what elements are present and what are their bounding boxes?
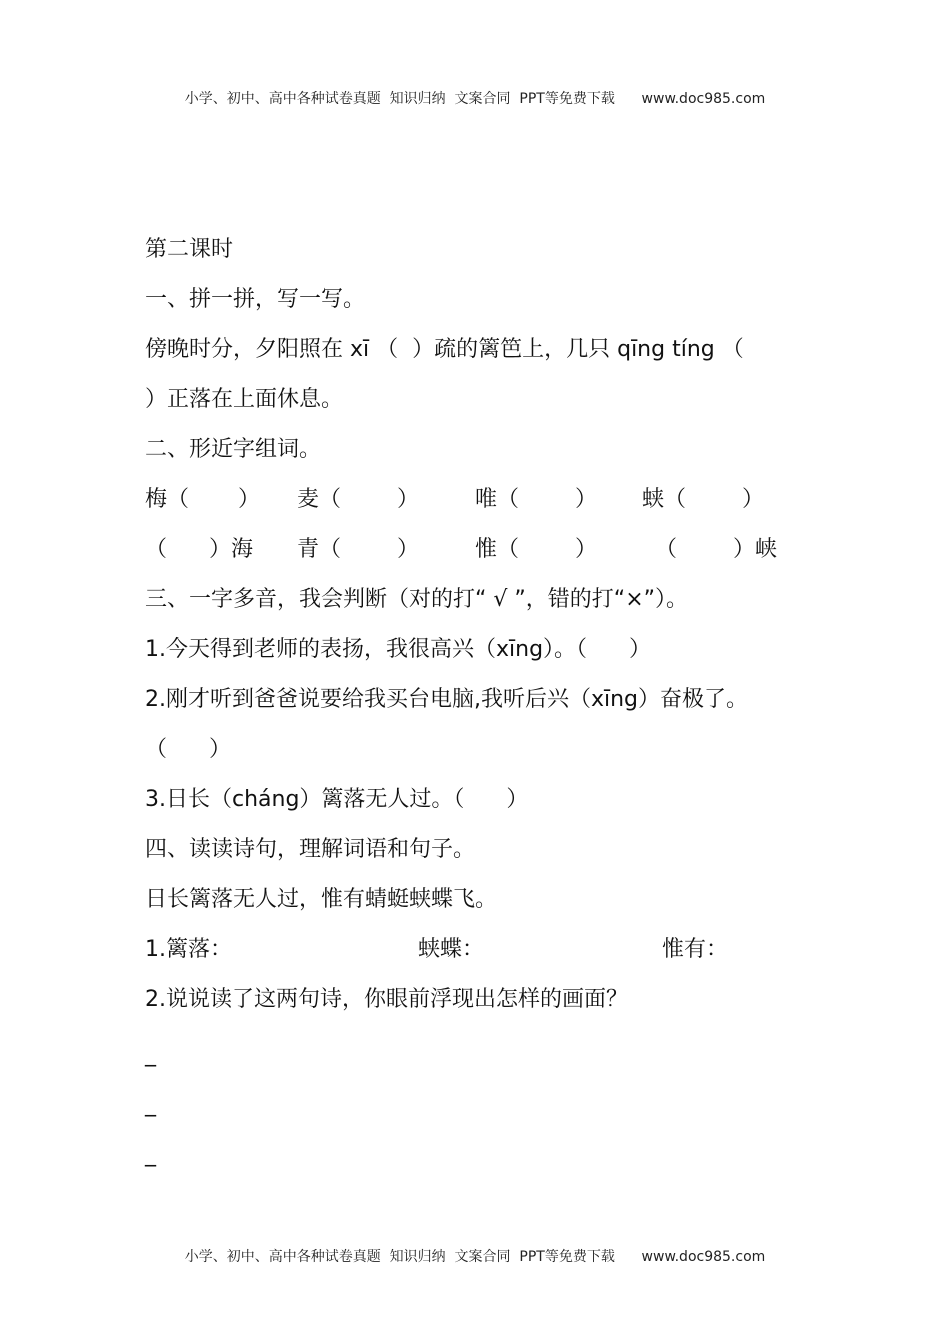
q2-word-xia: （ ）峡 (655, 537, 777, 562)
q4-poem: 日长篱落无人过，惟有蜻蜓蛱蝶飞。 (145, 887, 498, 912)
q1-heading: 一、拼一拼，写一写。 (145, 287, 366, 312)
q2-word-jia: 蛱（ ） (642, 487, 764, 512)
q2-row-1 (145, 485, 845, 515)
q2-word-hai: （ ）海 (145, 537, 253, 562)
q2-word-wei: 唯（ ） (475, 487, 597, 512)
q4-term-liluo: 1.篱落： (145, 937, 232, 962)
lesson-title: 第二课时 (145, 237, 234, 262)
q4-term-weiyou: 惟有： (662, 937, 729, 962)
q2-row-2 (145, 535, 845, 565)
q3-item-1: 1.今天得到老师的表扬，我很高兴（xīng）。（ ） (145, 637, 651, 662)
page-footer: 小学、初中、高中各种试卷真题 知识归纳 文案合同 PPT等免费下载 www.doc985.com (184, 1249, 766, 1265)
answer-line-2: _ (145, 1092, 156, 1117)
q3-item-3: 3.日长（cháng）篱落无人过。（ ） (145, 787, 529, 812)
q2-word-mai: 麦（ ） (297, 487, 419, 512)
q1-line-1: 傍晚时分，夕阳照在 xī （ ）疏的篱笆上，几只 qīng tíng （ (145, 337, 744, 362)
q1-line-2: ）正落在上面休息。 (145, 387, 344, 412)
q2-word-mei: 梅（ ） (145, 487, 260, 512)
q4-heading: 四、读读诗句，理解词语和句子。 (145, 837, 476, 862)
q4-terms-row (145, 935, 845, 965)
q2-heading: 二、形近字组词。 (145, 437, 322, 462)
answer-line-3: _ (145, 1142, 156, 1167)
q4-term-jiadie: 蛱蝶： (418, 937, 485, 962)
answer-line-1: _ (145, 1042, 156, 1067)
page-header: 小学、初中、高中各种试卷真题 知识归纳 文案合同 PPT等免费下载 www.doc985.com (184, 91, 766, 107)
q2-word-qing: 青（ ） (297, 537, 419, 562)
q4-item-2: 2.说说读了这两句诗，你眼前浮现出怎样的画面？ (145, 987, 628, 1012)
q2-word-wei2: 惟（ ） (475, 537, 597, 562)
q3-heading: 三、一字多音，我会判断（对的打“ √ ”，错的打“×”）。 (145, 587, 689, 612)
q3-item-2: 2.刚才听到爸爸说要给我买台电脑,我听后兴（xīng）奋极了。 (145, 687, 749, 712)
q3-item-2-paren: （ ） (145, 737, 231, 762)
